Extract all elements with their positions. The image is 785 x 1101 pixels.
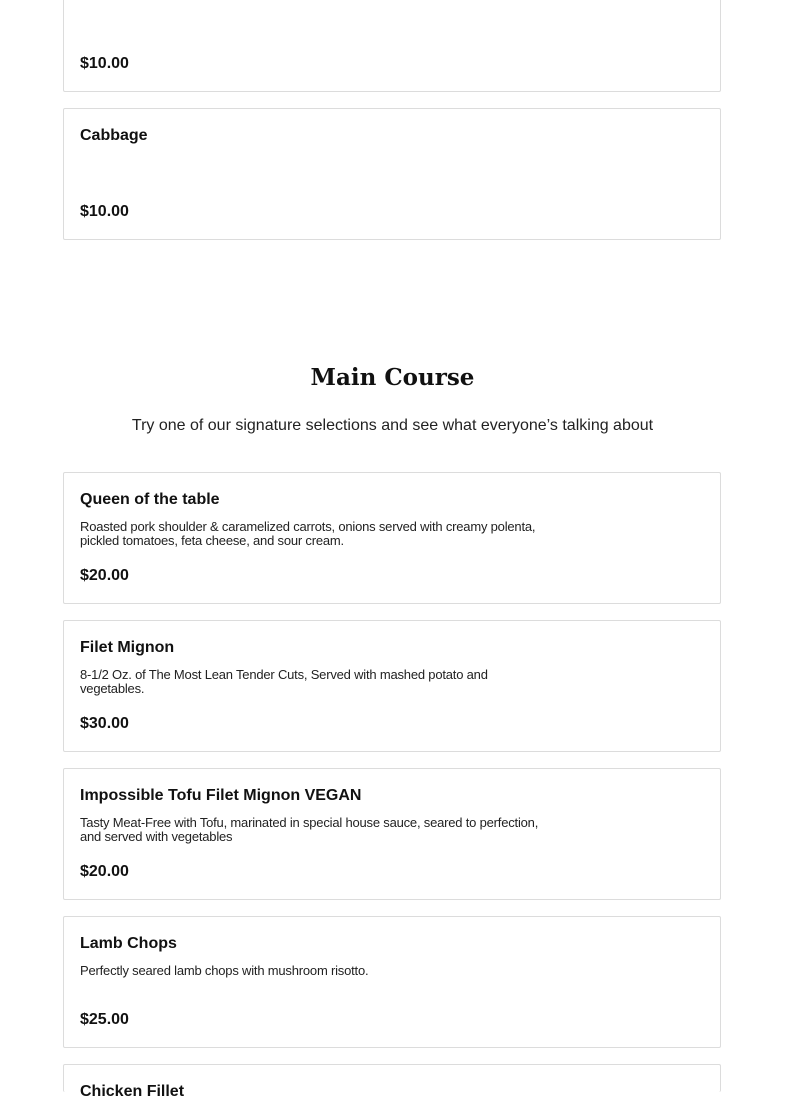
menu-item-price: $10.00 [80,203,129,220]
menu-item-card [63,108,721,240]
menu-item-description: Tasty Meat-Free with Tofu, marinated in special house sauce, seared to perfection, and served with vegetables [80,815,539,844]
menu-item-price: $20.00 [80,567,129,584]
section-title: Main Course [310,364,475,391]
menu-item-description: Roasted pork shoulder & caramelized carrots, onions served with creamy polenta, pickled tomatoes, feta cheese, and sour cream. [80,519,536,548]
menu-item-price: $25.00 [80,1011,129,1028]
menu-item-description: 8-1/2 Oz. of The Most Lean Tender Cuts, Served with mashed potato and vegetables. [80,667,488,696]
menu-item-card [63,768,721,900]
menu-item-price: $30.00 [80,715,129,732]
menu-item-price: $10.00 [80,55,129,72]
menu-item-name: Lamb Chops [80,935,177,952]
menu-item-name: Filet Mignon [80,639,175,656]
menu-item-card [63,0,721,92]
menu-item-name: Impossible Tofu Filet Mignon VEGAN [80,787,362,804]
menu-item-name: Queen of the table [80,491,220,508]
menu-item-card [63,1064,721,1100]
menu-item-card [63,472,721,604]
menu-item-card [63,916,721,1048]
menu-item-price: $20.00 [80,863,129,880]
section-subtitle: Try one of our signature selections and see what everyone’s talking about [131,417,654,434]
menu-item-description: Perfectly seared lamb chops with mushroom risotto. [80,963,369,978]
menu-item-card [63,620,721,752]
menu-item-name: Chicken Fillet [80,1083,185,1100]
menu-item-name: Cabbage [80,127,148,144]
